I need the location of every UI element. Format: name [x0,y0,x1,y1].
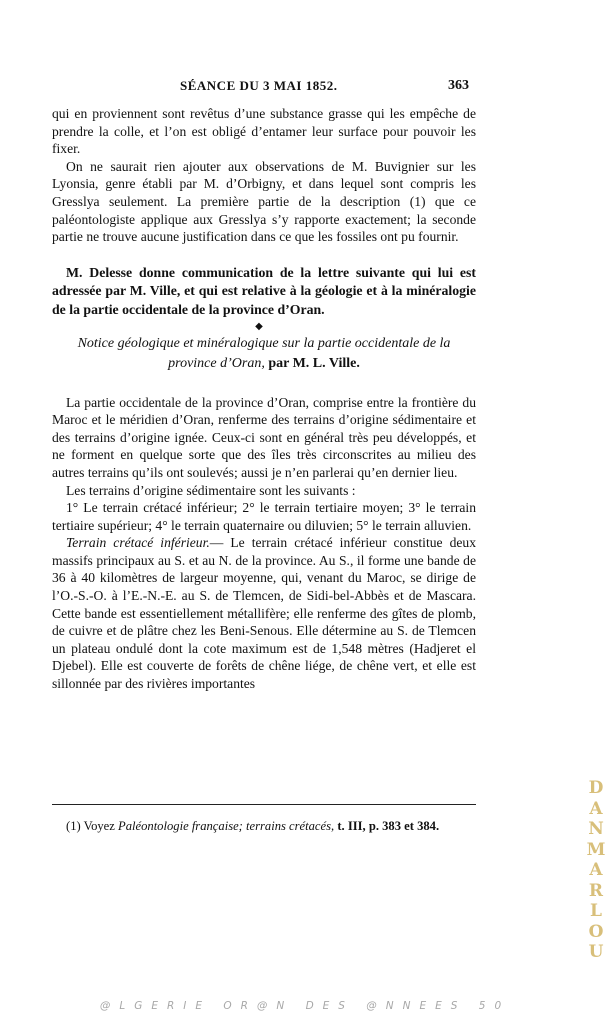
notice-title: Notice géologique et minéralogique sur la partie occidentale de la province d’Oran, [77,335,451,371]
footnote-pages: t. III, p. 383 et 384. [337,819,440,833]
side-watermark-letter: L [590,901,602,921]
paragraph-terrains-heading: Les terrains d’origine sédimentaire sont les suivants : [66,482,356,498]
side-watermark-letter: M [586,839,606,860]
paragraph-cretace [52,534,476,692]
side-watermark-letter: O [588,921,604,942]
side-watermark-letter: A [589,860,603,880]
paragraph-terrains-list: 1° Le terrain crétacé inférieur; 2° le terrain tertiaire moyen; 3° le terrain tertiaire supérieur; 4° le terrain quaternaire ou diluvien; 5° le terrain alluvien. [52,500,476,533]
footnote-rule [52,804,476,805]
bottom-watermark: @LGERIE OR@N DES @NNEES 50 [99,1000,511,1012]
notice-author: par M. L. Ville. [268,355,360,371]
side-watermark-letter: A [589,798,603,819]
paragraph-delesse: M. Delesse donne communication de la lettre suivante qui lui est adressée par M. Ville, et qui est relative à la géologie et à la minéralogie de la partie occidentale de la province d’Oran. [52,264,476,317]
paragraph-lyonsia: On ne saurait rien ajouter aux observations de M. Buvignier sur les Lyonsia, genre établi par M. d’Orbigny, et dans lequel sont compris les Gresslya seulement. La première partie de la description (1) que ce paléontologiste applique aux Gresslya s’y rapporte exactement; la seconde partie ne trouve aucune justification dans ce que les fossiles ont pu fournir. [52,158,476,245]
paragraph-continuation: qui en proviennent sont revêtus d’une substance grasse qui les empêche de prendre la colle, et l’on est obligé d’entamer leur surface pour pouvoir les fixer. [52,106,476,157]
paragraph-cretace-text: — Le terrain crétacé inférieur constitue deux massifs principaux au S. et au N. de la province. Au S., il forme une bande de 36 à 40 kilomètres de largeur moyenne, qui, venant du Maroc, se dirige de l’O.-S.-O. à l’E.-N.-E. au S. de Tlemcen, de Sidi-bel-Abbès et de Mascara. Cette bande est essentiellement métallifère; elle renferme des gîtes de plomb, de cuivre et de plâtre chez les Beni-Senous. Elle détermine au S. de Tlemcen un plateau ondulé dont la cote maximum est de 1,548 mètres (Hadjeret el Djebel). Elle est couverte de forêts de chêne liége, de chêne vert, et elle est sillonnée par des rivières importantes [52,535,476,692]
footnote-text: (1) Voyez [66,819,115,833]
side-watermark-letter: R [588,880,604,901]
body-text [52,105,476,693]
footnote-reference: Paléontologie française; terrains crétacés, [118,819,335,833]
page-number: 363 [448,78,469,93]
notice-heading [52,334,476,374]
side-watermark-letter: U [588,942,604,962]
side-watermark-letter: N [588,819,604,839]
paragraph-intro-oran: La partie occidentale de la province d’Oran, comprise entre la frontière du Maroc et le méridien d’Oran, renferme des terrains d’origine sédimentaire et des terrains d’origine ignée. Ceux-ci sont en général très peu développés, et ne forment en quelque sorte que des îles très circonscrites au milieu des autres terrains qu’ils ont soulevés; aussi je n’en parlerai qu’en dernier lieu. [52,394,476,480]
footnote [52,818,476,835]
side-watermark-letter: D [588,778,604,798]
running-header-title: SÉANCE DU 3 MAI 1852. [180,78,338,93]
ornament-bullet: ◆ [255,320,263,332]
running-header [0,78,610,98]
paragraph-cretace-lead: Terrain crétacé inférieur. [66,535,210,551]
side-watermark [586,778,606,963]
